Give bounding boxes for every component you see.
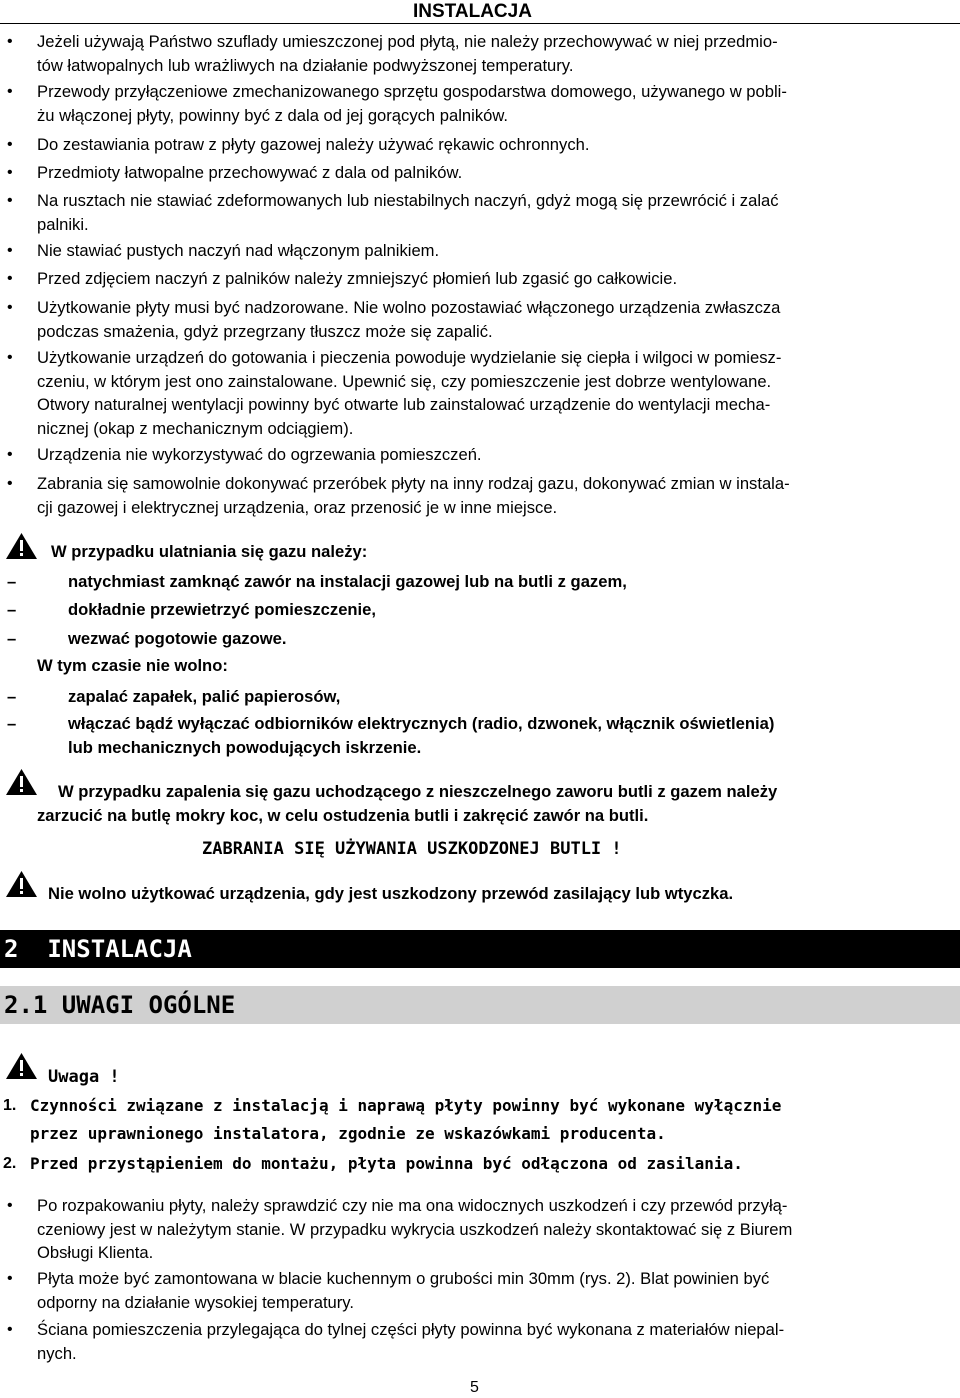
list-item-line: Jeżeli używają Państwo szuflady umieszczonej pod płytą, nie należy przechowywać w niej przedmio-: [37, 32, 778, 51]
attention-label: Uwaga !: [48, 1067, 120, 1087]
dash-icon: –: [7, 714, 17, 733]
list-item-line: Na rusztach nie stawiać zdeformowanych lub niestabilnych naczyń, gdyż mogą się przewrócić i zalać: [37, 191, 779, 210]
section-heading-installation: 2 INSTALACJA: [0, 930, 960, 968]
forbidden-heading: W tym czasie nie wolno:: [37, 656, 228, 675]
page-header-title: INSTALACJA: [413, 1, 532, 22]
header-rule: [0, 23, 960, 24]
dash-icon: –: [7, 629, 17, 648]
bullet-icon: •: [7, 270, 13, 287]
list-item-line: Płyta może być zamontowana w blacie kuchennym o grubości min 30mm (rys. 2). Blat powinien być: [37, 1269, 770, 1288]
attention-item-line: Czynności związane z instalacją i naprawą płyty powinny być wykonane wyłącznie: [30, 1096, 782, 1115]
bullet-icon: •: [7, 242, 13, 259]
bullet-icon: •: [7, 164, 13, 181]
gas-leak-step: dokładnie przewietrzyć pomieszczenie,: [68, 600, 377, 619]
page-number: 5: [470, 1379, 479, 1396]
list-item-line: Zabrania się samowolnie dokonywać przeróbek płyty na inny rodzaj gazu, dokonywać zmian w instala-: [37, 474, 790, 493]
list-item-line: Obsługi Klienta.: [37, 1243, 154, 1262]
dash-icon: –: [7, 600, 17, 619]
bullet-icon: •: [7, 299, 13, 316]
list-item-line: podczas smażenia, gdyż przegrzany tłuszcz może się zapalić.: [37, 321, 493, 341]
attention-item-line: Przed przystąpieniem do montażu, płyta powinna być odłączona od zasilania.: [30, 1154, 743, 1173]
list-item-line: żu włączonej płyty, powinny być z dala od jej gorących palników.: [37, 105, 509, 125]
dash-icon: –: [7, 687, 17, 706]
list-item-line: Nie stawiać pustych naczyń nad włączonym palnikiem.: [37, 241, 440, 260]
bullet-icon: •: [7, 446, 13, 463]
page-header: [0, 0, 960, 24]
list-item-line: nicznej (okap z mechanicznym odciągiem).: [37, 418, 354, 438]
list-item-number: 2.: [3, 1155, 17, 1172]
bullet-icon: •: [7, 1270, 13, 1287]
list-item-line: odporny na działanie wysokiej temperatury.: [37, 1292, 354, 1312]
fire-warning-line: zarzucić na butlę mokry koc, w celu ostudzenia butli i zakręcić zawór na butli.: [37, 806, 649, 825]
list-item-line: Do zestawiania potraw z płyty gazowej należy używać rękawic ochronnych.: [37, 135, 590, 154]
forbidden-item-line: lub mechanicznych powodujących iskrzenie.: [68, 737, 422, 757]
bullet-icon: •: [7, 192, 13, 209]
list-item-line: Urządzenia nie wykorzystywać do ogrzewania pomieszczeń.: [37, 445, 482, 464]
bullet-icon: •: [7, 33, 13, 50]
fire-warning-line: W przypadku zapalenia się gazu uchodzącego z nieszczelnego zaworu butli z gazem należy: [58, 782, 778, 801]
list-item-line: nych.: [37, 1343, 77, 1363]
warning-triangle-icon: [5, 870, 38, 898]
list-item-line: tów łatwopalnych lub wrażliwych na działanie podwyższonej temperatury.: [37, 55, 574, 75]
section-heading-general-notes: 2.1 UWAGI OGÓLNE: [0, 986, 960, 1024]
bullet-icon: •: [7, 475, 13, 492]
list-item-line: palniki.: [37, 214, 89, 234]
list-item-line: Po rozpakowaniu płyty, należy sprawdzić czy nie ma ona widocznych uszkodzeń i czy przewód przyłą-: [37, 1196, 788, 1215]
list-item-line: Ściana pomieszczenia przylegająca do tylnej części płyty powinna być wykonana z materiałów niepal-: [37, 1320, 785, 1339]
list-item-line: Przewody przyłączeniowe zmechanizowanego sprzętu gospodarstwa domowego, używanego w pobli-: [37, 82, 787, 101]
gas-leak-step: wezwać pogotowie gazowe.: [68, 629, 287, 648]
list-item-line: Użytkowanie urządzeń do gotowania i pieczenia powoduje wydzielanie się ciepła i wilgoci w pomiesz-: [37, 348, 782, 367]
list-item-line: Przedmioty łatwopalne przechowywać z dala od palników.: [37, 163, 463, 182]
forbidden-item-line: włączać bądź wyłączać odbiorników elektrycznych (radio, dzwonek, włącznik oświetlenia): [68, 714, 775, 733]
forbidden-item-line: zapalać zapałek, palić papierosów,: [68, 687, 341, 706]
warning-triangle-icon: [5, 1052, 38, 1080]
list-item-line: Użytkowanie płyty musi być nadzorowane. Nie wolno pozostawiać włączonego urządzenia zwłaszcza: [37, 298, 781, 317]
list-item-line: cji gazowej i elektrycznej urządzenia, oraz przenosić je w inne miejsce.: [37, 497, 558, 517]
power-cord-warning: Nie wolno użytkować urządzenia, gdy jest uszkodzony przewód zasilający lub wtyczka.: [48, 884, 734, 903]
gas-leak-heading: W przypadku ulatniania się gazu należy:: [51, 542, 368, 561]
list-item-line: Przed zdjęciem naczyń z palników należy zmniejszyć płomień lub zgasić go całkowicie.: [37, 269, 678, 288]
damaged-cylinder-ban: ZABRANIA SIĘ UŻYWANIA USZKODZONEJ BUTLI !: [202, 839, 622, 859]
bullet-icon: •: [7, 83, 13, 100]
bullet-icon: •: [7, 349, 13, 366]
bullet-icon: •: [7, 1197, 13, 1214]
bullet-icon: •: [7, 1321, 13, 1338]
list-item-number: 1.: [3, 1097, 17, 1114]
list-item-line: czeniowy jest w należytym stanie. W przypadku wykrycia uszkodzeń należy skontaktować się z Biurem: [37, 1219, 793, 1239]
warning-triangle-icon: [5, 768, 38, 796]
bullet-icon: •: [7, 136, 13, 153]
gas-leak-step: natychmiast zamknąć zawór na instalacji gazowej lub na butli z gazem,: [68, 572, 627, 591]
list-item-line: czeniu, w którym jest ono zainstalowane. Upewnić się, czy pomieszczenie jest dobrze wentylowane.: [37, 371, 772, 391]
warning-triangle-icon: [5, 532, 38, 560]
attention-item-line: przez uprawnionego instalatora, zgodnie ze wskazówkami producenta.: [30, 1124, 666, 1143]
list-item-line: Otwory naturalnej wentylacji powinny być otwarte lub zainstalować urządzenie do wentylacji mecha-: [37, 395, 771, 414]
dash-icon: –: [7, 572, 17, 591]
